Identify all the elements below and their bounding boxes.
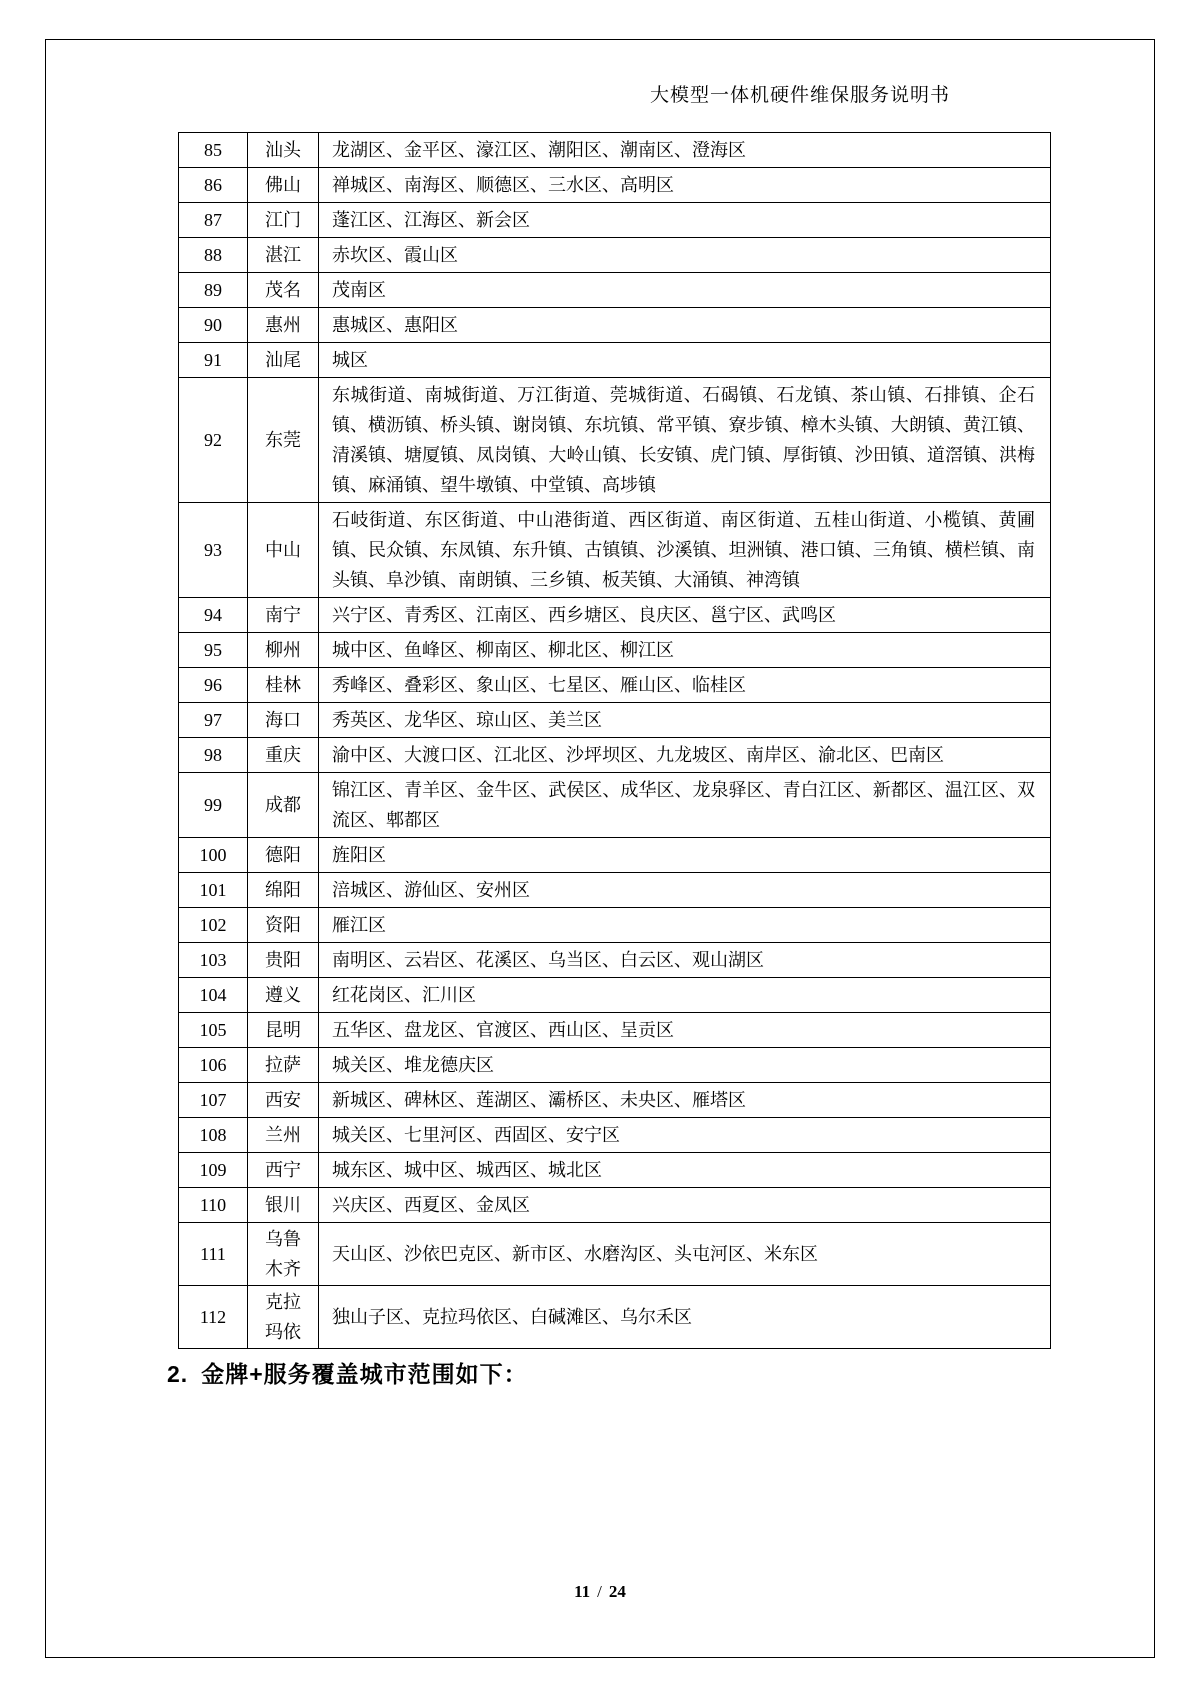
row-number-cell: 106 [179,1048,248,1083]
table-row [179,1118,1051,1153]
districts-cell: 独山子区、克拉玛依区、白碱滩区、乌尔禾区 [319,1286,1051,1349]
table-row [179,1083,1051,1118]
table-row [179,203,1051,238]
section-heading [167,1356,528,1389]
city-cell: 绵阳 [248,873,319,908]
table-row [179,238,1051,273]
districts-cell: 城中区、鱼峰区、柳南区、柳北区、柳江区 [319,633,1051,668]
table-row [179,503,1051,598]
city-cell: 江门 [248,203,319,238]
row-number-cell: 102 [179,908,248,943]
districts-cell: 秀峰区、叠彩区、象山区、七星区、雁山区、临桂区 [319,668,1051,703]
section-number: 2. [167,1361,189,1387]
table-row [179,1286,1051,1349]
city-cell: 汕头 [248,133,319,168]
districts-cell: 新城区、碑林区、莲湖区、灞桥区、未央区、雁塔区 [319,1083,1051,1118]
row-number-cell: 111 [179,1223,248,1286]
city-cell: 汕尾 [248,343,319,378]
table-row [179,978,1051,1013]
districts-cell: 东城街道、南城街道、万江街道、莞城街道、石碣镇、石龙镇、茶山镇、石排镇、企石镇、横沥镇、桥头镇、谢岗镇、东坑镇、常平镇、寮步镇、樟木头镇、大朗镇、黄江镇、清溪镇、塘厦镇、凤岗镇、大岭山镇、长安镇、虎门镇、厚街镇、沙田镇、道滘镇、洪梅镇、麻涌镇、望牛墩镇、中堂镇、高埗镇 [319,378,1051,503]
table-row [179,1013,1051,1048]
row-number-cell: 100 [179,838,248,873]
districts-cell: 锦江区、青羊区、金牛区、武侯区、成华区、龙泉驿区、青白江区、新都区、温江区、双流区、郫都区 [319,773,1051,838]
document-header-title: 大模型一体机硬件维保服务说明书 [649,85,950,106]
city-cell: 西宁 [248,1153,319,1188]
row-number-cell: 93 [179,503,248,598]
row-number-cell: 87 [179,203,248,238]
row-number-cell: 96 [179,668,248,703]
city-cell: 海口 [248,703,319,738]
coverage-table [178,132,1051,1349]
table-row [179,703,1051,738]
table-row [179,943,1051,978]
row-number-cell: 97 [179,703,248,738]
city-cell: 茂名 [248,273,319,308]
table-row [179,873,1051,908]
districts-cell: 蓬江区、江海区、新会区 [319,203,1051,238]
row-number-cell: 104 [179,978,248,1013]
table-row [179,1223,1051,1286]
row-number-cell: 92 [179,378,248,503]
table-row [179,1048,1051,1083]
row-number-cell: 94 [179,598,248,633]
table-row [179,738,1051,773]
table-row [179,598,1051,633]
row-number-cell: 85 [179,133,248,168]
city-cell: 重庆 [248,738,319,773]
table-row [179,308,1051,343]
districts-cell: 城东区、城中区、城西区、城北区 [319,1153,1051,1188]
city-cell: 资阳 [248,908,319,943]
districts-cell: 龙湖区、金平区、濠江区、潮阳区、潮南区、澄海区 [319,133,1051,168]
page-footer [0,1582,1200,1602]
table-row [179,773,1051,838]
row-number-cell: 112 [179,1286,248,1349]
row-number-cell: 109 [179,1153,248,1188]
districts-cell: 赤坎区、霞山区 [319,238,1051,273]
table-row [179,633,1051,668]
page-number-separator: / [597,1582,602,1601]
city-cell: 成都 [248,773,319,838]
districts-cell: 禅城区、南海区、顺德区、三水区、高明区 [319,168,1051,203]
table-row [179,168,1051,203]
row-number-cell: 90 [179,308,248,343]
row-number-cell: 91 [179,343,248,378]
row-number-cell: 88 [179,238,248,273]
row-number-cell: 105 [179,1013,248,1048]
table-row [179,1153,1051,1188]
districts-cell: 城区 [319,343,1051,378]
row-number-cell: 86 [179,168,248,203]
districts-cell: 茂南区 [319,273,1051,308]
city-cell: 乌鲁木齐 [248,1223,319,1286]
city-cell: 桂林 [248,668,319,703]
districts-cell: 渝中区、大渡口区、江北区、沙坪坝区、九龙坡区、南岸区、渝北区、巴南区 [319,738,1051,773]
table-row [179,343,1051,378]
districts-cell: 秀英区、龙华区、琼山区、美兰区 [319,703,1051,738]
city-cell: 东莞 [248,378,319,503]
table-row [179,273,1051,308]
districts-cell: 五华区、盘龙区、官渡区、西山区、呈贡区 [319,1013,1051,1048]
districts-cell: 南明区、云岩区、花溪区、乌当区、白云区、观山湖区 [319,943,1051,978]
row-number-cell: 99 [179,773,248,838]
table-row [179,838,1051,873]
districts-cell: 兴宁区、青秀区、江南区、西乡塘区、良庆区、邕宁区、武鸣区 [319,598,1051,633]
districts-cell: 雁江区 [319,908,1051,943]
city-cell: 西安 [248,1083,319,1118]
city-cell: 遵义 [248,978,319,1013]
row-number-cell: 95 [179,633,248,668]
coverage-table-body [179,133,1051,1349]
city-cell: 银川 [248,1188,319,1223]
city-cell: 德阳 [248,838,319,873]
row-number-cell: 98 [179,738,248,773]
row-number-cell: 110 [179,1188,248,1223]
city-cell: 拉萨 [248,1048,319,1083]
row-number-cell: 89 [179,273,248,308]
table-row [179,1188,1051,1223]
city-cell: 贵阳 [248,943,319,978]
districts-cell: 红花岗区、汇川区 [319,978,1051,1013]
city-cell: 昆明 [248,1013,319,1048]
city-cell: 克拉玛依 [248,1286,319,1349]
districts-cell: 城关区、堆龙德庆区 [319,1048,1051,1083]
city-cell: 湛江 [248,238,319,273]
page-number-total: 24 [608,1582,626,1601]
city-cell: 南宁 [248,598,319,633]
city-cell: 佛山 [248,168,319,203]
districts-cell: 天山区、沙依巴克区、新市区、水磨沟区、头屯河区、米东区 [319,1223,1051,1286]
city-cell: 惠州 [248,308,319,343]
districts-cell: 兴庆区、西夏区、金凤区 [319,1188,1051,1223]
section-title: 金牌+服务覆盖城市范围如下： [201,1361,528,1387]
table-row [179,908,1051,943]
row-number-cell: 107 [179,1083,248,1118]
table-row [179,668,1051,703]
districts-cell: 城关区、七里河区、西固区、安宁区 [319,1118,1051,1153]
city-cell: 兰州 [248,1118,319,1153]
districts-cell: 石岐街道、东区街道、中山港街道、西区街道、南区街道、五桂山街道、小榄镇、黄圃镇、民众镇、东凤镇、东升镇、古镇镇、沙溪镇、坦洲镇、港口镇、三角镇、横栏镇、南头镇、阜沙镇、南朗镇、三乡镇、板芙镇、大涌镇、神湾镇 [319,503,1051,598]
districts-cell: 惠城区、惠阳区 [319,308,1051,343]
row-number-cell: 108 [179,1118,248,1153]
districts-cell: 涪城区、游仙区、安州区 [319,873,1051,908]
table-row [179,378,1051,503]
districts-cell: 旌阳区 [319,838,1051,873]
row-number-cell: 101 [179,873,248,908]
page-number-current: 11 [574,1582,591,1601]
city-cell: 中山 [248,503,319,598]
table-row [179,133,1051,168]
city-cell: 柳州 [248,633,319,668]
row-number-cell: 103 [179,943,248,978]
